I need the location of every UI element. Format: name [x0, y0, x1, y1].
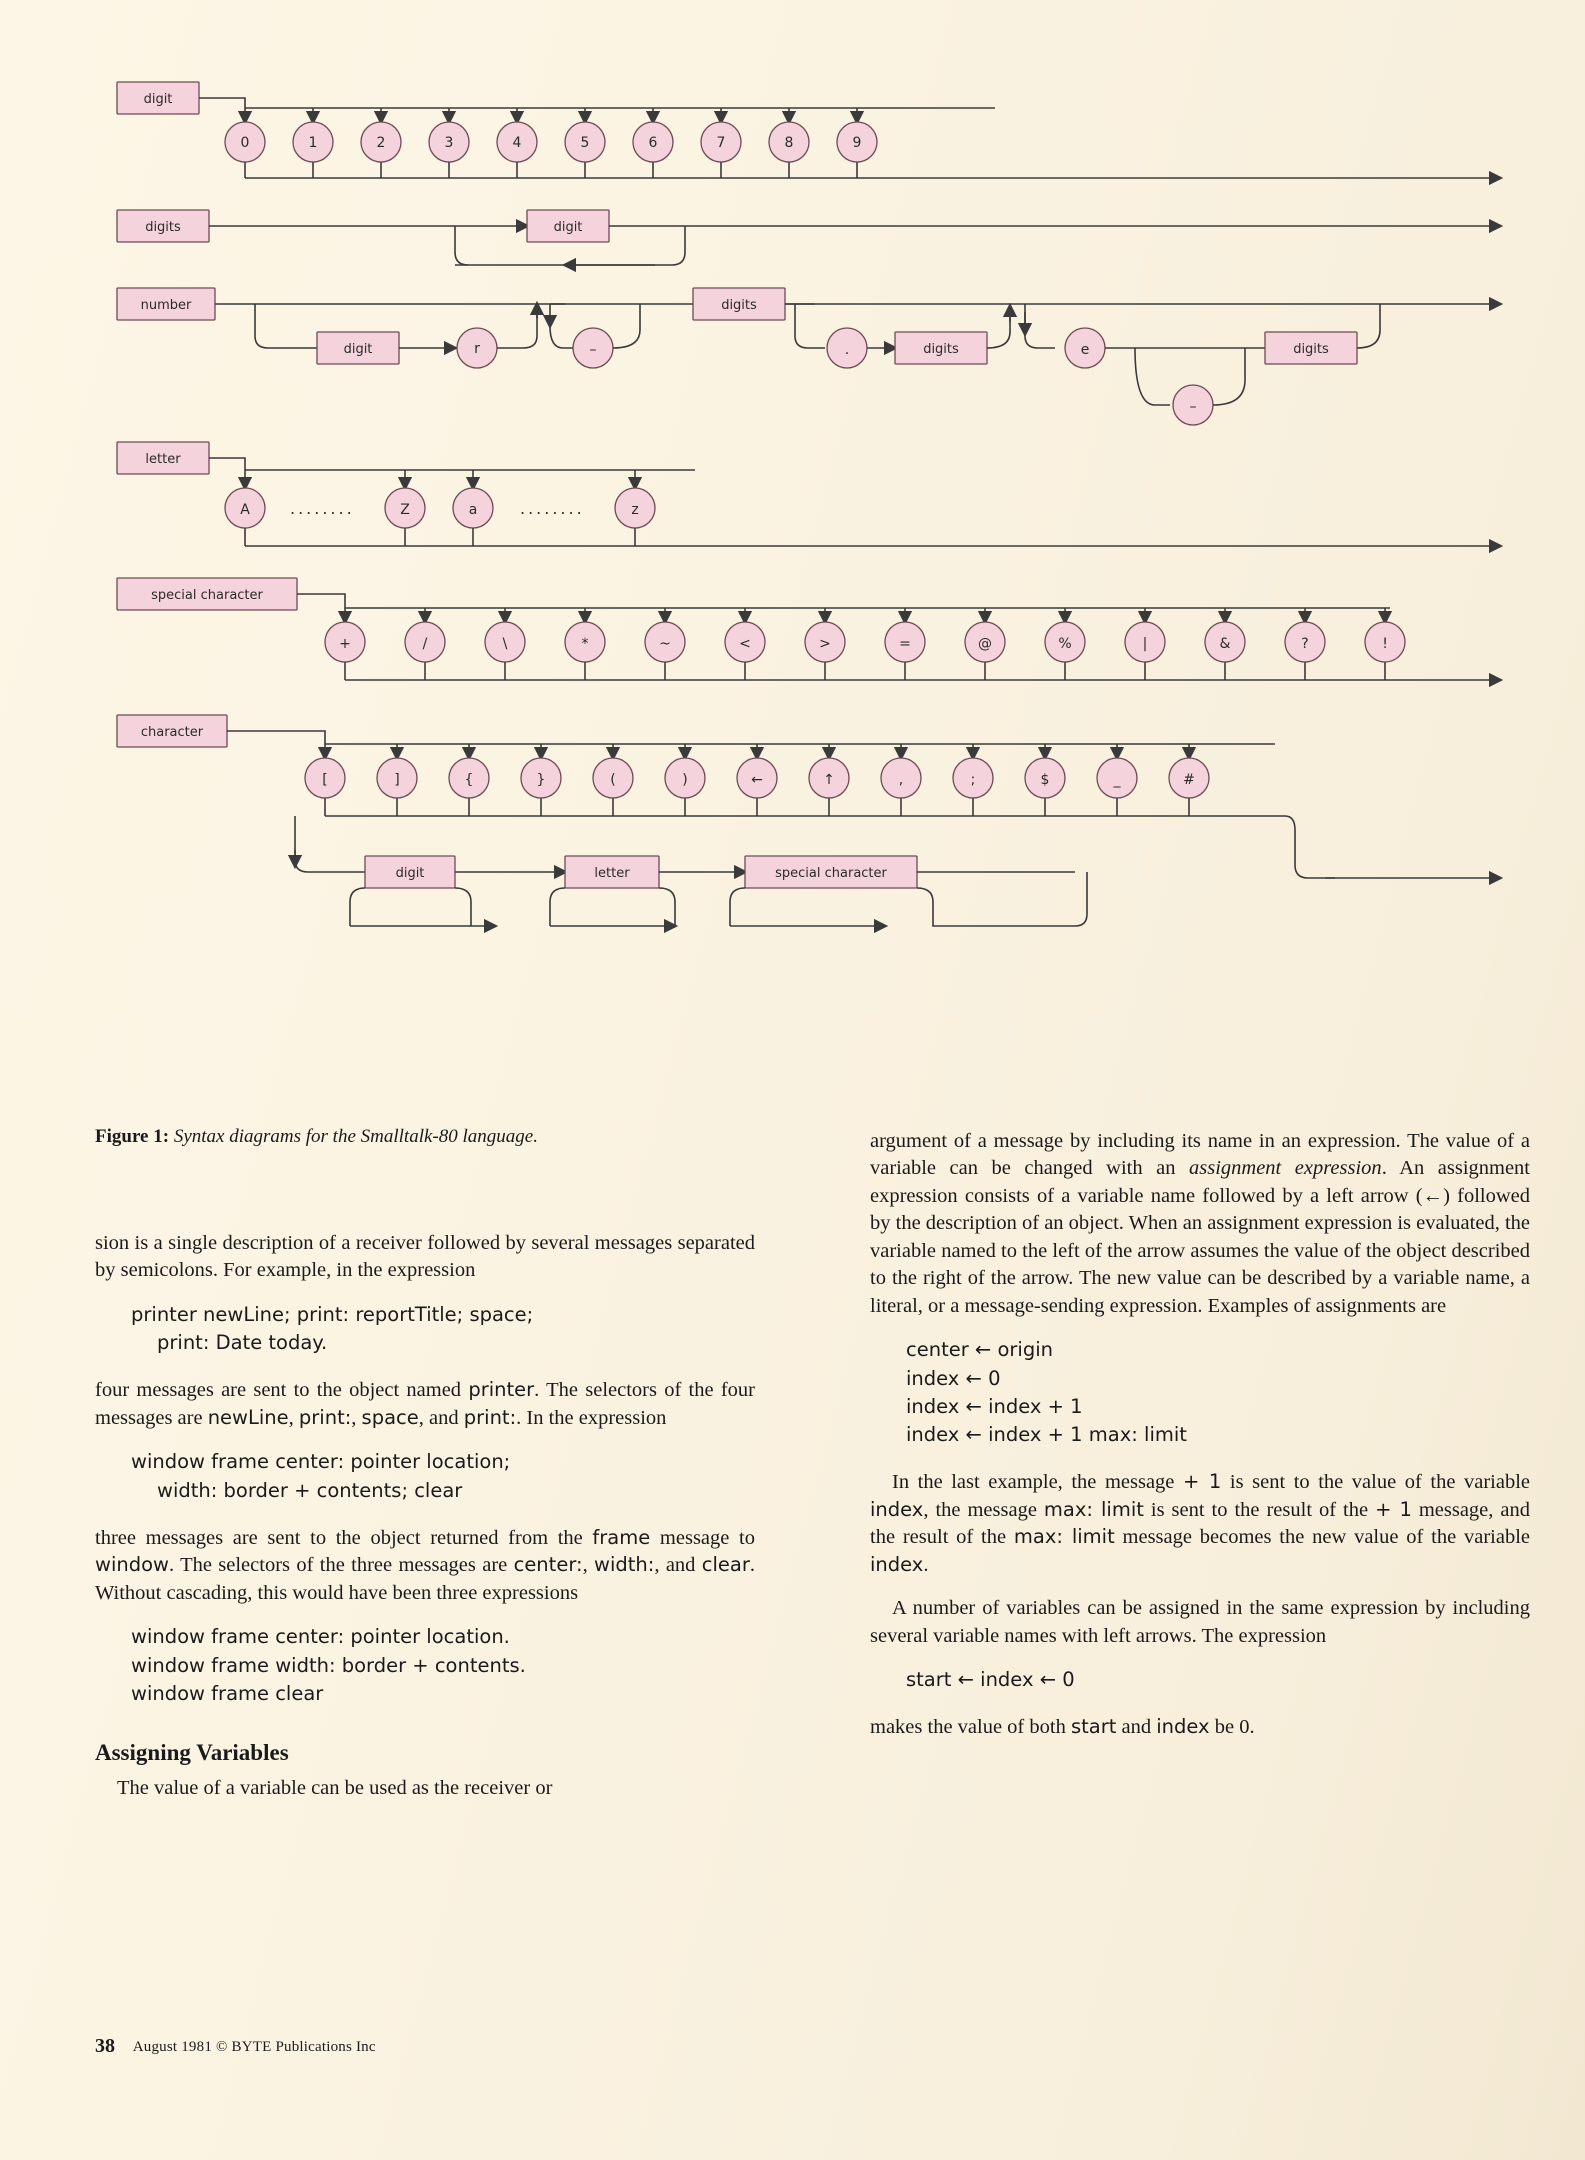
section-heading-assigning-variables: Assigning Variables [95, 1740, 289, 1766]
figure-caption-text: Syntax diagrams for the Smalltalk-80 language. [173, 1126, 538, 1147]
text-run: be 0. [1209, 1716, 1255, 1739]
text-run: argument of a message by including its name in an expression. The value of a variable can be changed with an [870, 1130, 1530, 1180]
svg-text:>: > [819, 636, 831, 652]
svg-text:digit: digit [553, 220, 583, 235]
code-line: width: border + contents; clear [157, 1478, 463, 1502]
page-number: 38 [95, 2035, 115, 2057]
text-run: three messages are sent to the object returned from the [95, 1526, 593, 1549]
svg-text:number: number [140, 298, 192, 313]
svg-text:letter: letter [594, 866, 630, 881]
paragraph-right-4 [870, 1714, 1530, 1741]
svg-text:A: A [240, 502, 250, 518]
svg-text:9: 9 [852, 135, 862, 151]
svg-text:e: e [1080, 342, 1090, 358]
svg-text:a: a [468, 502, 478, 518]
code-block-multiple-assignment [870, 1666, 1530, 1694]
svg-text:6: 6 [648, 135, 658, 151]
code-line: center ← origin [906, 1338, 1053, 1362]
svg-text:z: z [631, 502, 639, 518]
diagram-row-number [117, 288, 1500, 425]
svg-text:↑: ↑ [823, 772, 835, 788]
svg-text:r: r [474, 341, 480, 357]
page-footer [95, 2035, 795, 2058]
svg-text:_: _ [1113, 772, 1121, 788]
svg-text:digits: digits [721, 298, 757, 313]
paragraph-left-3 [95, 1525, 755, 1607]
figure-syntax-diagrams [95, 60, 1525, 1095]
svg-text:5: 5 [580, 135, 590, 151]
svg-text:;: ; [970, 772, 976, 788]
svg-text:[: [ [322, 772, 328, 788]
svg-text:–: – [589, 342, 597, 358]
svg-text:]: ] [394, 772, 400, 788]
code-line: index ← index + 1 max: limit [906, 1423, 1187, 1447]
svg-text:digits: digits [145, 220, 181, 235]
svg-text:4: 4 [512, 135, 522, 151]
inline-code: max: limit [1013, 1525, 1115, 1549]
text-run: , and [654, 1554, 702, 1577]
paragraph-left-2 [95, 1377, 755, 1432]
svg-text:digit: digit [143, 92, 173, 107]
svg-text:\: \ [502, 636, 508, 652]
svg-text:digits: digits [923, 342, 959, 357]
svg-text:@: @ [978, 636, 992, 652]
svg-text:=: = [899, 636, 911, 652]
svg-text:{: { [464, 772, 474, 788]
svg-text:special character: special character [775, 866, 887, 881]
text-run: In the last example, the message [892, 1471, 1183, 1494]
inline-code: index [870, 1497, 924, 1521]
svg-text:digits: digits [1293, 342, 1329, 357]
body-column-right [870, 1128, 1530, 1758]
inline-code: space [361, 1405, 419, 1429]
text-run: , the message [923, 1498, 1044, 1521]
code-line: index ← 0 [906, 1366, 1001, 1390]
diagram-row-character [117, 715, 1500, 926]
body-column-left [95, 1230, 755, 1818]
text-run: four messages are sent to the object named [95, 1379, 469, 1402]
inline-code: printer [468, 1378, 535, 1402]
text-run: makes the value of both [870, 1716, 1071, 1739]
svg-text:1: 1 [308, 135, 318, 151]
inline-code: width: [594, 1553, 655, 1577]
figure-caption [95, 1125, 755, 1150]
syntax-diagram-svg [95, 60, 1525, 1095]
emphasis-assignment-expression: assignment expression [1189, 1157, 1382, 1180]
text-run: message, and the result of the [870, 1498, 1530, 1549]
text-run: , [351, 1406, 362, 1429]
inline-code: + 1 [1375, 1497, 1412, 1521]
text-run: is sent to the result of the [1143, 1498, 1376, 1521]
inline-code: clear [701, 1553, 750, 1577]
inline-code: frame [592, 1525, 651, 1549]
inline-code: print: [463, 1405, 517, 1429]
svg-text:2: 2 [376, 135, 386, 151]
paragraph-right-1 [870, 1128, 1530, 1320]
diagram-row-digits [117, 210, 1500, 265]
code-block-noncascade [95, 1623, 755, 1708]
svg-text:~: ~ [659, 636, 671, 652]
figure-caption-label: Figure 1: [95, 1126, 170, 1147]
svg-text:–: – [1189, 399, 1197, 415]
code-line: print: Date today. [157, 1331, 328, 1355]
diagram-row-special-character [117, 578, 1500, 680]
inline-code: max: limit [1043, 1497, 1144, 1521]
svg-text:#: # [1183, 772, 1195, 788]
svg-text:%: % [1058, 636, 1072, 652]
text-run: , [288, 1406, 299, 1429]
text-run: , and [418, 1406, 464, 1429]
text-run: , [582, 1554, 595, 1577]
svg-text:←: ← [751, 772, 763, 788]
text-run: and [1116, 1716, 1157, 1739]
svg-text:letter: letter [145, 452, 181, 467]
svg-text:<: < [739, 636, 751, 652]
svg-text:8: 8 [784, 135, 794, 151]
svg-text:3: 3 [444, 135, 454, 151]
svg-text:.: . [844, 342, 850, 358]
code-block-cascade-1 [95, 1301, 755, 1358]
code-line: printer newLine; print: reportTitle; space; [131, 1302, 534, 1326]
code-block-assignments [870, 1336, 1530, 1449]
svg-text:digit: digit [343, 342, 373, 357]
text-run: is sent to the value of the variable [1221, 1471, 1530, 1494]
text-run: . An assignment expression consists of a variable name followed by a left arrow (←) followed by the description of an object. When an assignment expression is evaluated, the variable named to the left of the arrow assumes the value of the object described to the right of the arrow. The new value can be described by a variable name, a literal, or a message-sending expression. Examples of assignments are [870, 1157, 1531, 1317]
svg-text:!: ! [1382, 636, 1388, 652]
inline-code: index [870, 1552, 924, 1576]
svg-text:........: ........ [290, 499, 355, 518]
code-line: window frame center: pointer location. [131, 1625, 510, 1649]
text-run: . The selectors of the three messages are [168, 1554, 514, 1577]
inline-code: center: [513, 1553, 583, 1577]
code-line: window frame clear [131, 1681, 324, 1705]
text-run: . [923, 1553, 929, 1576]
inline-code: start [1070, 1715, 1117, 1739]
code-line: start ← index ← 0 [906, 1668, 1075, 1692]
inline-code: newLine [207, 1405, 289, 1429]
text-run: . Without cascading, this would have been three expressions [95, 1554, 755, 1604]
svg-text:}: } [536, 772, 546, 788]
inline-code: index [1156, 1715, 1210, 1739]
inline-code: + 1 [1182, 1470, 1222, 1494]
inline-code: print: [298, 1405, 352, 1429]
paragraph-left-4: The value of a variable can be used as the receiver or [117, 1776, 553, 1799]
diagram-row-letter [117, 442, 1500, 546]
text-run: message becomes the new value of the variable [1114, 1526, 1530, 1549]
diagram-row-digit [117, 82, 1500, 178]
svg-text:): ) [682, 772, 688, 788]
svg-text:&: & [1219, 636, 1231, 652]
publication-credit: August 1981 © BYTE Publications Inc [132, 2039, 376, 2055]
text-run: . The selectors of the four messages are [95, 1379, 755, 1429]
svg-text:digit: digit [395, 866, 425, 881]
paragraph-right-3: A number of variables can be assigned in the same expression by including several variable names with left arrows. The expression [870, 1597, 1530, 1647]
svg-text:(: ( [610, 772, 616, 788]
svg-text:,: , [898, 772, 904, 788]
svg-text:0: 0 [240, 135, 250, 151]
svg-text:?: ? [1301, 636, 1309, 652]
svg-text:*: * [581, 636, 589, 652]
svg-text:........: ........ [520, 499, 585, 518]
page-content [95, 40, 1531, 2100]
code-line: index ← index + 1 [906, 1394, 1083, 1418]
svg-text:|: | [1142, 636, 1148, 652]
code-block-cascade-2 [95, 1448, 755, 1505]
paragraph-right-2 [870, 1469, 1530, 1579]
svg-text:+: + [339, 636, 351, 652]
text-run: message to [650, 1526, 755, 1549]
code-line: window frame center: pointer location; [131, 1450, 511, 1474]
svg-text:special character: special character [151, 588, 263, 603]
paragraph-left-1: sion is a single description of a receiver followed by several messages separated by semicolons. For example, in the expression [95, 1232, 755, 1282]
text-run: . In the expression [516, 1406, 667, 1429]
svg-text:/: / [422, 636, 428, 652]
svg-text:Z: Z [400, 502, 410, 518]
inline-code: window [95, 1553, 169, 1577]
svg-text:character: character [140, 725, 204, 740]
svg-text:$: $ [1040, 772, 1050, 788]
code-line: window frame width: border + contents. [131, 1653, 526, 1677]
svg-text:7: 7 [716, 135, 726, 151]
